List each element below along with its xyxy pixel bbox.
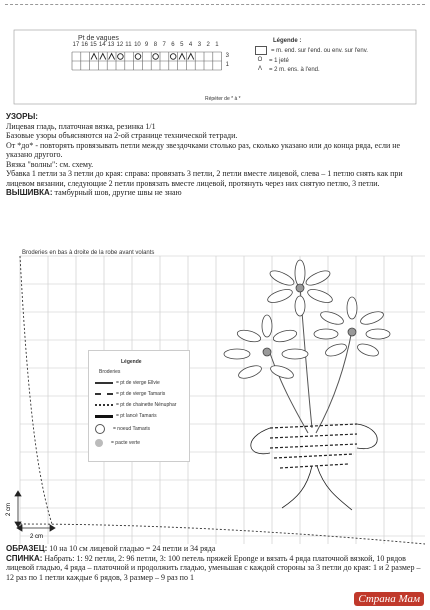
legend-item-text: = pacte verte xyxy=(111,440,141,446)
column-number: 7 xyxy=(162,42,166,48)
circle-symbol-icon: O xyxy=(257,57,263,63)
flower-right xyxy=(314,297,390,358)
yarn-over-symbol xyxy=(135,54,141,60)
legend-item xyxy=(95,424,189,434)
bow-embroidery xyxy=(251,424,377,510)
legend-item xyxy=(95,413,189,419)
legend-item-text: = 1 jeté xyxy=(269,57,289,64)
sample-heading: ОБРАЗЕЦ: xyxy=(6,544,48,553)
flower-left xyxy=(224,315,308,381)
yarn-over-symbol xyxy=(118,54,124,60)
column-number: 16 xyxy=(81,42,88,48)
pattern-line: Базовые узоры объясняются на 2-ой странице технической тетради. xyxy=(6,131,238,140)
legend-item-text: = pt de vierge Ellvie xyxy=(116,380,160,386)
pattern-line: Вязка "волны": см. схему. xyxy=(6,159,94,169)
chart-title: Pt de vagues xyxy=(78,35,119,42)
legend-item-text: = pt de chainette Nénuphar xyxy=(116,402,177,408)
legend-item xyxy=(255,66,405,73)
legend-item-text: = m. end. sur l'end. ou env. sur l'env. xyxy=(271,47,368,54)
legend-item xyxy=(255,57,405,64)
legend-item xyxy=(95,402,189,408)
yarn-over-symbol xyxy=(170,54,176,60)
row-number: 1 xyxy=(225,62,229,68)
knot-icon xyxy=(95,424,105,434)
column-number: 1 xyxy=(215,42,219,48)
column-number: 2 xyxy=(206,42,210,48)
column-number: 17 xyxy=(72,42,80,48)
legend-title: Légende xyxy=(121,359,142,365)
embroidery-legend xyxy=(88,350,190,462)
back-heading: СПИНКА: xyxy=(6,553,43,563)
straight-stitch-icon xyxy=(95,415,113,418)
pattern-line: Лицевая гладь, платочная вязка, резинка 1/1 xyxy=(6,121,156,131)
yarn-over-symbol xyxy=(153,54,159,60)
chain-stitch-icon xyxy=(95,404,113,406)
stitch-line-icon xyxy=(95,382,113,384)
legend-item-text: = pt de vierge Tamaris xyxy=(116,391,166,397)
scale-horizontal-label: 2 cm xyxy=(30,534,44,540)
sample-text: 10 на 10 см лицевой гладью = 24 петли и 34 ряда xyxy=(49,544,216,553)
column-number: 12 xyxy=(116,42,124,48)
embroidery-line xyxy=(6,188,424,198)
patterns-heading: УЗОРЫ: xyxy=(6,112,38,121)
column-number: 5 xyxy=(180,42,184,48)
decrease-symbol xyxy=(100,54,106,60)
column-number: 8 xyxy=(153,42,158,48)
back-text: Набрать: 1: 92 петли, 2: 96 петли, 3: 100 петель пряжей Eponge и вязать 4 ряда платочной вязкой, 10 рядов лицевой гладью, 4 ряда – платочной и продолжить гладью, уменьшая с каждой стороны за 3 петли до края: 1 и 2 размер – 12 раз по 1 петли каждые 6 рядов, 3 размер – 9 раз по 1 xyxy=(6,553,421,582)
column-number: 3 xyxy=(197,42,202,48)
green-patch-icon xyxy=(95,439,103,447)
column-number: 13 xyxy=(107,42,115,48)
legend-title: Légende : xyxy=(273,38,302,44)
flower-top xyxy=(266,260,334,316)
pattern-line: Убавка 1 петли за 3 петли до края: справа: провязать 3 петли, 2 петли вместе лицевой, слева – 1 петлю снять как при лицевом вязании, следующие 2 петли провязать вместе лицевой, протянуть через них снятую петлю, 3 петли. xyxy=(6,169,403,188)
sample-line xyxy=(6,544,426,554)
legend-item-text: = 2 m. ens. à l'end. xyxy=(269,66,320,73)
decrease-symbol xyxy=(179,54,185,60)
legend-item xyxy=(95,380,189,386)
patterns-section xyxy=(6,112,424,198)
column-number: 10 xyxy=(134,42,141,48)
legend-item xyxy=(95,391,189,397)
column-number: 4 xyxy=(188,42,193,48)
instructions-section xyxy=(6,544,426,582)
row-number: 3 xyxy=(225,53,229,59)
site-watermark: Страна Мам xyxy=(354,592,424,606)
back-line xyxy=(6,554,426,583)
decrease-symbol xyxy=(188,54,194,60)
legend-item xyxy=(95,439,189,447)
scale-vertical-label: 2 cm xyxy=(6,502,12,516)
chart-legend xyxy=(255,38,405,86)
legend-subtitle: Broderies xyxy=(99,369,121,375)
embroidery-diagram xyxy=(6,248,425,544)
diagram-title: Broderies en bas à droite de la robe avant volants xyxy=(22,250,155,256)
column-number: 14 xyxy=(98,42,106,48)
square-symbol-icon xyxy=(255,46,267,55)
column-number: 6 xyxy=(171,42,175,48)
embroidery-text: тамбурный шов, другие швы не знаю xyxy=(54,188,182,197)
repeat-note: Répéter de * à * xyxy=(205,96,241,102)
legend-item xyxy=(255,46,405,55)
decrease-symbol-icon: Λ xyxy=(257,66,262,72)
pattern-line: От *до* - повторять провязывать петли между звездочками столько раз, сколько указано или до конца ряда, если не указано другого. xyxy=(6,140,401,159)
decrease-symbol xyxy=(109,54,115,60)
column-number: 15 xyxy=(90,42,97,48)
column-number: 9 xyxy=(144,42,149,48)
stitch-wave-icon xyxy=(95,393,113,395)
legend-item-text: = pt lancé Tamaris xyxy=(116,413,157,419)
legend-item-text: = noeud Tamaris xyxy=(113,426,151,432)
embroidery-heading: ВЫШИВКА: xyxy=(6,188,53,197)
column-number: 11 xyxy=(125,42,132,48)
decrease-symbol xyxy=(91,54,97,60)
